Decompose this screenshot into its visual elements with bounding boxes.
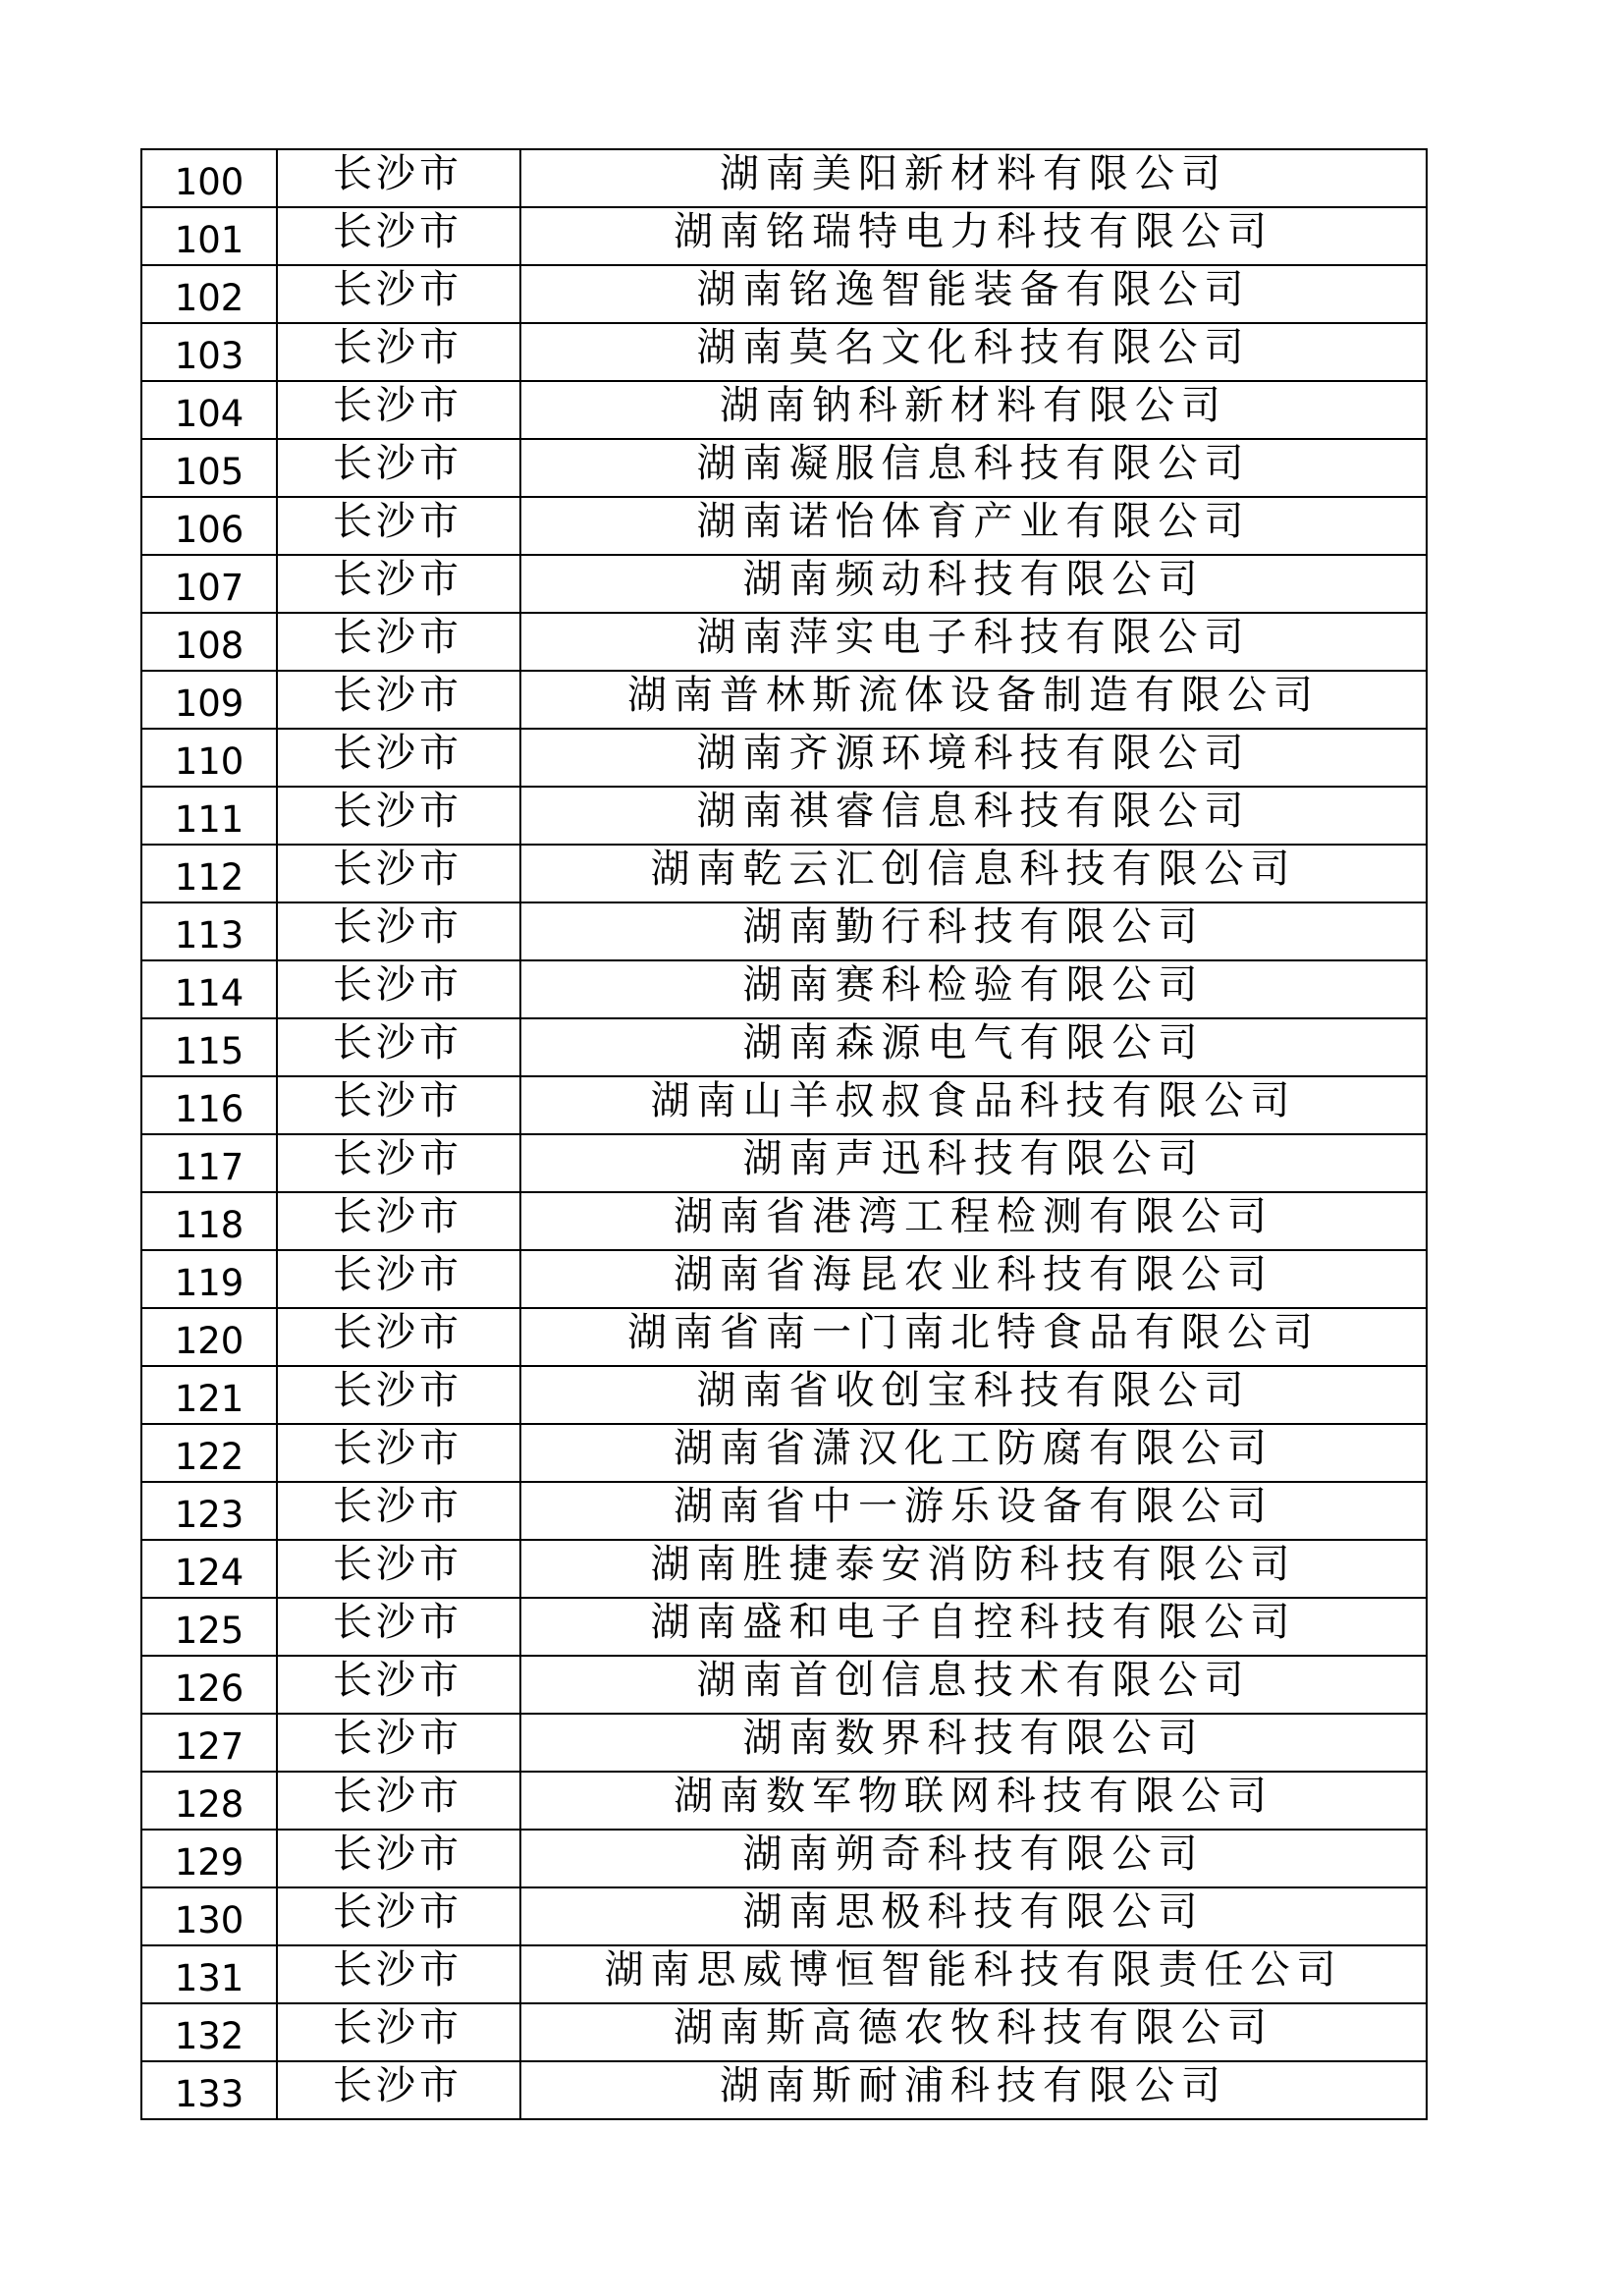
company-name-cell: 湖南勤行科技有限公司 [521, 903, 1428, 961]
city-cell: 长沙市 [278, 1251, 521, 1309]
table-row [142, 1135, 1428, 1193]
city-cell: 长沙市 [278, 614, 521, 672]
city-cell: 长沙市 [278, 1135, 521, 1193]
row-number-cell: 110 [142, 730, 278, 788]
row-number-cell: 123 [142, 1483, 278, 1541]
table-row [142, 1425, 1428, 1483]
table-row [142, 1946, 1428, 2004]
company-name-cell: 湖南朔奇科技有限公司 [521, 1831, 1428, 1888]
row-number-cell: 114 [142, 961, 278, 1019]
city-cell: 长沙市 [278, 2004, 521, 2062]
table-row [142, 2062, 1428, 2120]
row-number-cell: 112 [142, 846, 278, 903]
company-list-table [140, 148, 1428, 2120]
row-number-cell: 101 [142, 208, 278, 266]
table-row [142, 614, 1428, 672]
row-number-cell: 130 [142, 1888, 278, 1946]
company-name-cell: 湖南斯高德农牧科技有限公司 [521, 2004, 1428, 2062]
company-name-cell: 湖南省中一游乐设备有限公司 [521, 1483, 1428, 1541]
row-number-cell: 132 [142, 2004, 278, 2062]
company-name-cell: 湖南祺睿信息科技有限公司 [521, 788, 1428, 846]
city-cell: 长沙市 [278, 1077, 521, 1135]
table-row [142, 672, 1428, 730]
city-cell: 长沙市 [278, 324, 521, 382]
row-number-cell: 120 [142, 1309, 278, 1367]
city-cell: 长沙市 [278, 1888, 521, 1946]
row-number-cell: 126 [142, 1657, 278, 1715]
row-number-cell: 119 [142, 1251, 278, 1309]
city-cell: 长沙市 [278, 1367, 521, 1425]
table-row [142, 150, 1428, 208]
table-row [142, 208, 1428, 266]
city-cell: 长沙市 [278, 1193, 521, 1251]
city-cell: 长沙市 [278, 1541, 521, 1599]
table-row [142, 1541, 1428, 1599]
company-name-cell: 湖南数军物联网科技有限公司 [521, 1773, 1428, 1831]
row-number-cell: 128 [142, 1773, 278, 1831]
row-number-cell: 100 [142, 150, 278, 208]
company-name-cell: 湖南铭瑞特电力科技有限公司 [521, 208, 1428, 266]
row-number-cell: 105 [142, 440, 278, 498]
table-row [142, 1367, 1428, 1425]
row-number-cell: 104 [142, 382, 278, 440]
row-number-cell: 103 [142, 324, 278, 382]
company-name-cell: 湖南齐源环境科技有限公司 [521, 730, 1428, 788]
city-cell: 长沙市 [278, 1599, 521, 1657]
row-number-cell: 108 [142, 614, 278, 672]
table-row [142, 266, 1428, 324]
table-row [142, 556, 1428, 614]
table-row [142, 1888, 1428, 1946]
row-number-cell: 102 [142, 266, 278, 324]
table-row [142, 440, 1428, 498]
row-number-cell: 131 [142, 1946, 278, 2004]
city-cell: 长沙市 [278, 382, 521, 440]
table-row [142, 846, 1428, 903]
row-number-cell: 125 [142, 1599, 278, 1657]
city-cell: 长沙市 [278, 788, 521, 846]
row-number-cell: 127 [142, 1715, 278, 1773]
row-number-cell: 111 [142, 788, 278, 846]
city-cell: 长沙市 [278, 730, 521, 788]
company-name-cell: 湖南数界科技有限公司 [521, 1715, 1428, 1773]
city-cell: 长沙市 [278, 1019, 521, 1077]
company-name-cell: 湖南首创信息技术有限公司 [521, 1657, 1428, 1715]
company-name-cell: 湖南铭逸智能装备有限公司 [521, 266, 1428, 324]
company-name-cell: 湖南省收创宝科技有限公司 [521, 1367, 1428, 1425]
row-number-cell: 124 [142, 1541, 278, 1599]
company-name-cell: 湖南普林斯流体设备制造有限公司 [521, 672, 1428, 730]
company-name-cell: 湖南凝服信息科技有限公司 [521, 440, 1428, 498]
company-name-cell: 湖南省港湾工程检测有限公司 [521, 1193, 1428, 1251]
city-cell: 长沙市 [278, 1657, 521, 1715]
row-number-cell: 106 [142, 498, 278, 556]
company-name-cell: 湖南山羊叔叔食品科技有限公司 [521, 1077, 1428, 1135]
row-number-cell: 122 [142, 1425, 278, 1483]
company-name-cell: 湖南诺怡体育产业有限公司 [521, 498, 1428, 556]
table-row [142, 903, 1428, 961]
city-cell: 长沙市 [278, 498, 521, 556]
city-cell: 长沙市 [278, 1309, 521, 1367]
row-number-cell: 118 [142, 1193, 278, 1251]
table-row [142, 1251, 1428, 1309]
city-cell: 长沙市 [278, 150, 521, 208]
city-cell: 长沙市 [278, 672, 521, 730]
table-row [142, 1309, 1428, 1367]
row-number-cell: 113 [142, 903, 278, 961]
city-cell: 长沙市 [278, 1946, 521, 2004]
company-name-cell: 湖南省潇汉化工防腐有限公司 [521, 1425, 1428, 1483]
table-row [142, 1657, 1428, 1715]
company-name-cell: 湖南赛科检验有限公司 [521, 961, 1428, 1019]
city-cell: 长沙市 [278, 1483, 521, 1541]
table-row [142, 382, 1428, 440]
row-number-cell: 115 [142, 1019, 278, 1077]
city-cell: 长沙市 [278, 208, 521, 266]
table-row [142, 1599, 1428, 1657]
company-name-cell: 湖南省南一门南北特食品有限公司 [521, 1309, 1428, 1367]
city-cell: 长沙市 [278, 440, 521, 498]
company-name-cell: 湖南思极科技有限公司 [521, 1888, 1428, 1946]
table-row [142, 1077, 1428, 1135]
table-row [142, 788, 1428, 846]
row-number-cell: 107 [142, 556, 278, 614]
table-row [142, 1193, 1428, 1251]
table-row [142, 730, 1428, 788]
city-cell: 长沙市 [278, 556, 521, 614]
table-row [142, 1773, 1428, 1831]
row-number-cell: 121 [142, 1367, 278, 1425]
company-name-cell: 湖南思威博恒智能科技有限责任公司 [521, 1946, 1428, 2004]
company-name-cell: 湖南萍实电子科技有限公司 [521, 614, 1428, 672]
city-cell: 长沙市 [278, 266, 521, 324]
company-name-cell: 湖南频动科技有限公司 [521, 556, 1428, 614]
table-row [142, 498, 1428, 556]
table-row [142, 2004, 1428, 2062]
city-cell: 长沙市 [278, 846, 521, 903]
table-row [142, 1831, 1428, 1888]
table-row [142, 1483, 1428, 1541]
table-row [142, 961, 1428, 1019]
table-row [142, 1715, 1428, 1773]
city-cell: 长沙市 [278, 2062, 521, 2120]
company-name-cell: 湖南盛和电子自控科技有限公司 [521, 1599, 1428, 1657]
company-name-cell: 湖南声迅科技有限公司 [521, 1135, 1428, 1193]
city-cell: 长沙市 [278, 1773, 521, 1831]
row-number-cell: 133 [142, 2062, 278, 2120]
city-cell: 长沙市 [278, 1425, 521, 1483]
city-cell: 长沙市 [278, 903, 521, 961]
city-cell: 长沙市 [278, 1831, 521, 1888]
table-row [142, 1019, 1428, 1077]
table-row [142, 324, 1428, 382]
company-name-cell: 湖南乾云汇创信息科技有限公司 [521, 846, 1428, 903]
company-name-cell: 湖南森源电气有限公司 [521, 1019, 1428, 1077]
row-number-cell: 129 [142, 1831, 278, 1888]
row-number-cell: 116 [142, 1077, 278, 1135]
company-name-cell: 湖南莫名文化科技有限公司 [521, 324, 1428, 382]
city-cell: 长沙市 [278, 1715, 521, 1773]
company-name-cell: 湖南斯耐浦科技有限公司 [521, 2062, 1428, 2120]
city-cell: 长沙市 [278, 961, 521, 1019]
company-name-cell: 湖南省海昆农业科技有限公司 [521, 1251, 1428, 1309]
company-name-cell: 湖南美阳新材料有限公司 [521, 150, 1428, 208]
company-name-cell: 湖南胜捷泰安消防科技有限公司 [521, 1541, 1428, 1599]
row-number-cell: 117 [142, 1135, 278, 1193]
company-name-cell: 湖南钠科新材料有限公司 [521, 382, 1428, 440]
row-number-cell: 109 [142, 672, 278, 730]
